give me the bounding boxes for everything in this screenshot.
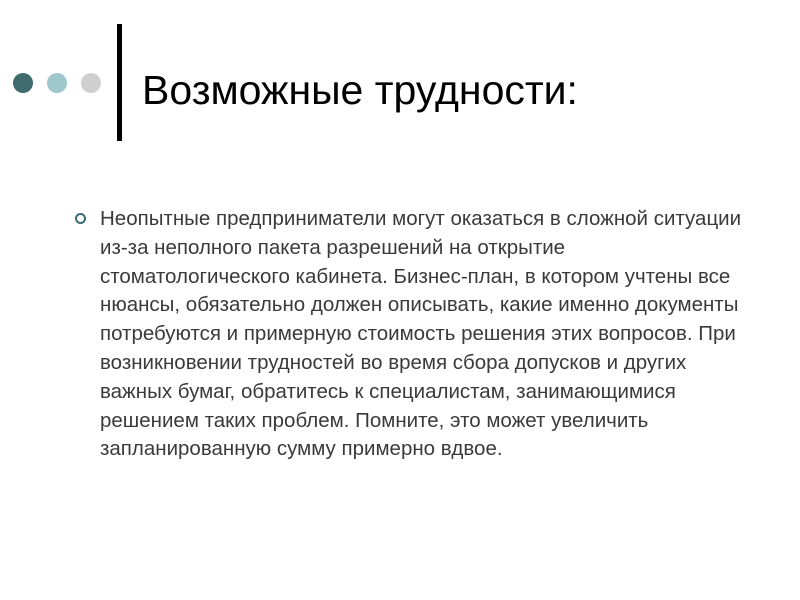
- decor-dot-light: [81, 73, 101, 93]
- bullet-text: Неопытные предприниматели могут оказаться в сложной ситуации из-за неполного пакета разрешений на открытие стоматологического кабинета. Бизнес-план, в котором учтены все нюансы, обязательно должен описывать, какие именно документы потребуются и примерную стоимость решения этих вопросов. При возникновении трудностей во время сбора допусков и других важных бумаг, обратитесь к специалистам, занимающимися решением таких проблем. Помните, это может увеличить запланированную сумму примерно вдвое.: [100, 207, 742, 461]
- bullet-circle-icon: [75, 213, 86, 224]
- slide-title: Возможные трудности:: [142, 67, 578, 113]
- decor-dot-dark: [13, 73, 33, 93]
- decor-dot-mid: [47, 73, 67, 93]
- title-divider-bar: [117, 24, 122, 141]
